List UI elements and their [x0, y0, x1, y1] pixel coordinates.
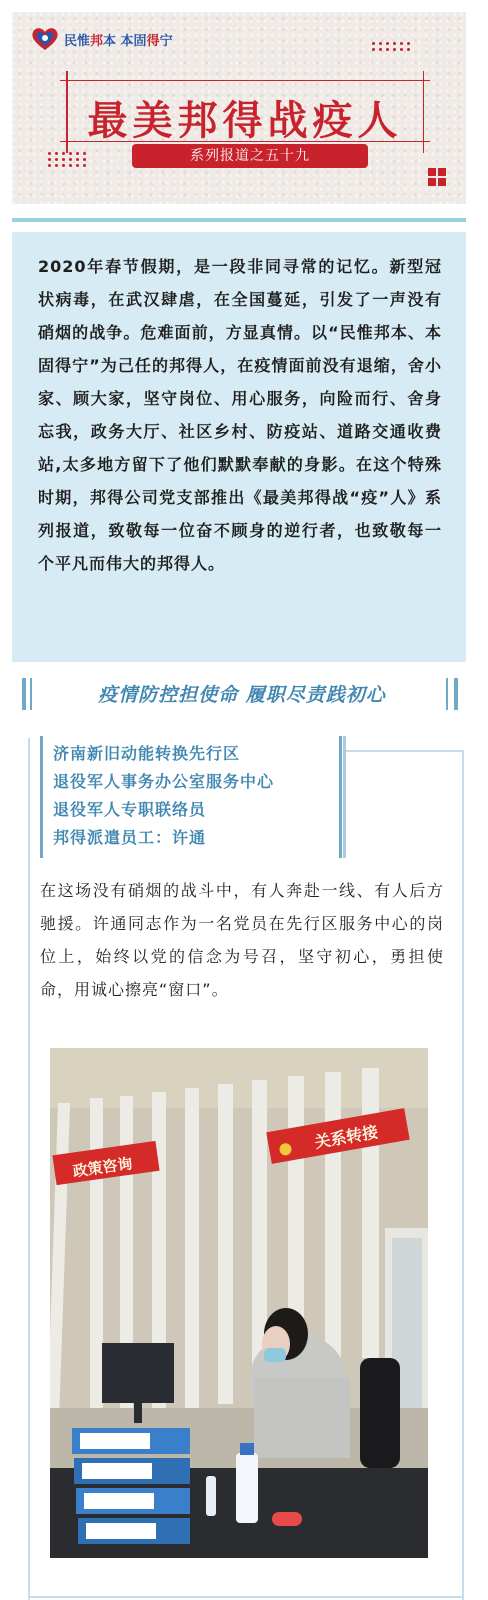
intro-panel [12, 232, 466, 662]
page-title: 最美邦得战疫人 [87, 97, 403, 144]
decorative-dots [372, 42, 411, 51]
profile-line: 退役军人专职联络员 [53, 800, 207, 819]
sign-left-text: 政策咨询 [71, 1154, 134, 1181]
profile-bracket [339, 736, 342, 858]
decorative-squares [428, 168, 446, 186]
card-border-left [28, 738, 30, 1600]
logo-slogan: 民惟邦本 本固得宁 [64, 33, 173, 49]
profile-line: 邦得派遣员工：许通 [53, 828, 207, 847]
decorative-dots [48, 152, 87, 167]
profile-block [40, 736, 342, 858]
title-frame [60, 80, 430, 142]
heart-logo-icon [30, 26, 60, 52]
divider [12, 218, 466, 222]
intro-text: 2020年春节假期，是一段非同寻常的记忆。新型冠状病毒，在武汉肆虐，在全国蔓延，引发了一声没有硝烟的战争。危难面前，方显真情。以“民惟邦本、本固得宁”为己任的邦得人，在疫情面前没有退缩，舍小家、顾大家，坚守岗位、用心服务，向险而行、舍身忘我，政务大厅、社区乡村、防疫站、道路交通收费站,太多地方留下了他们默默奉献的身影。在这个特殊时期，邦得公司党支部推出《最美邦得战“疫”人》系列报道，致敬每一位奋不顾身的逆行者，也致敬每一个平凡而伟大的邦得人。 [38, 257, 442, 573]
section-title: 疫情防控担使命 履职尽责践初心 [98, 684, 386, 706]
profile-line: 济南新旧动能转换先行区 [53, 744, 241, 763]
company-logo [30, 26, 173, 52]
heading-bar-left-thin [30, 678, 32, 710]
card-border-right [462, 750, 464, 1600]
profile-bracket-outer [343, 736, 346, 858]
sign-right-text: 关系转接 [313, 1122, 380, 1152]
heading-bar-right-thin [446, 678, 448, 710]
story-text: 在这场没有硝烟的战斗中，有人奔赴一线、有人后方驰援。许通同志作为一名党员在先行区服务中心的岗位上，始终以党的信念为号召，坚守初心，勇担使命，用诚心擦亮“窗口”。 [40, 881, 444, 999]
profile-line: 退役军人事务办公室服务中心 [53, 772, 275, 791]
service-center-photo [50, 1048, 428, 1558]
heading-bar-right [454, 678, 458, 710]
header-banner [12, 12, 466, 204]
heading-bar-left [22, 678, 26, 710]
photo-illustration [50, 1048, 428, 1558]
series-subtitle: 系列报道之五十九 [132, 144, 368, 168]
section-heading [22, 678, 462, 710]
card-border-top [346, 750, 464, 752]
card-border-bottom [28, 1596, 464, 1598]
